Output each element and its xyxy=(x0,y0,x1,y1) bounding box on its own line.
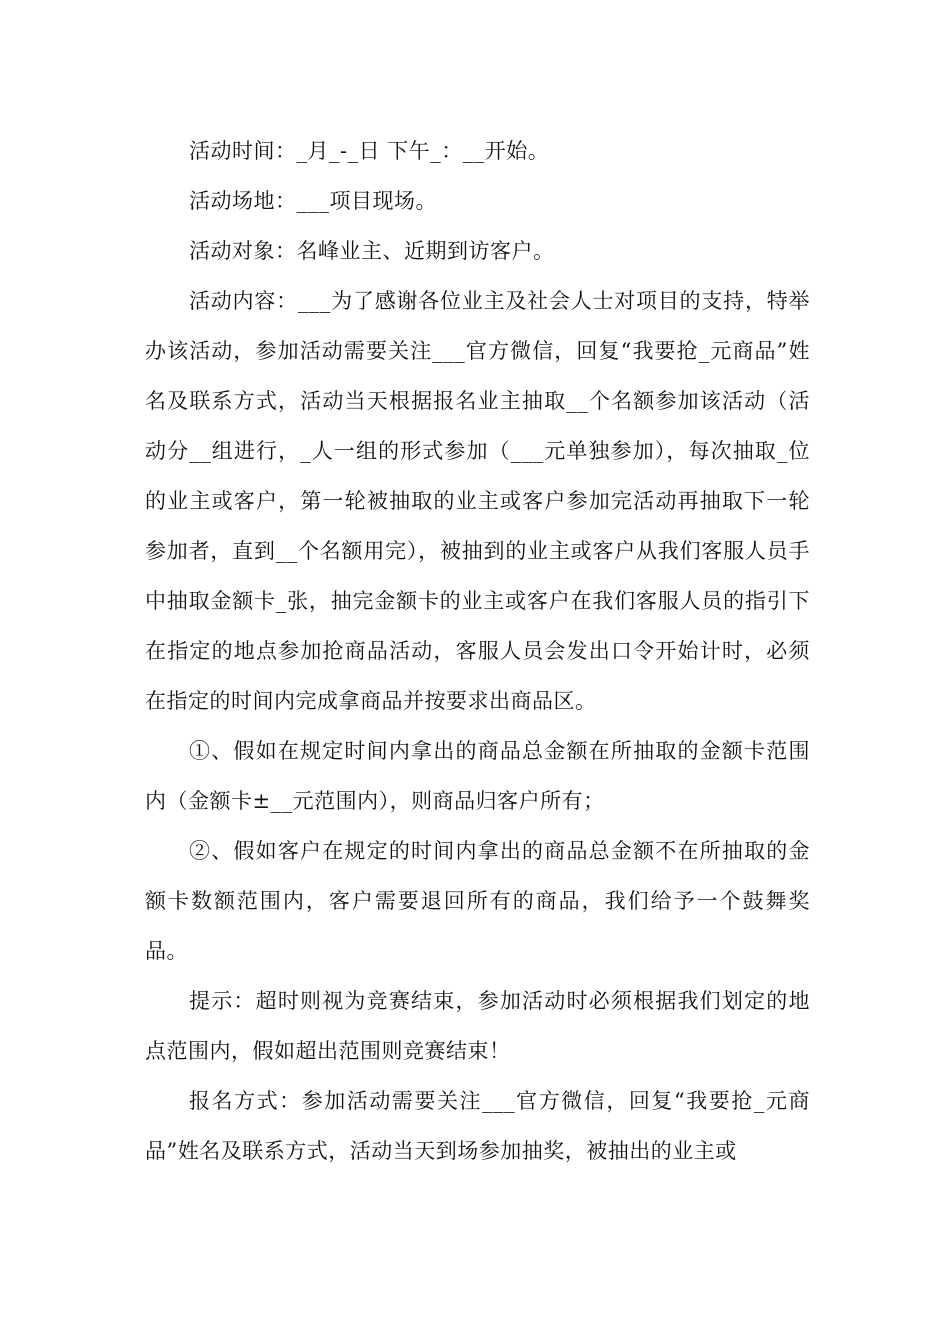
document-body xyxy=(145,126,810,1176)
paragraph-activity-venue: 活动场地：___项目现场。 xyxy=(189,189,437,213)
paragraph-activity-audience: 活动对象：名峰业主、近期到访客户。 xyxy=(189,239,555,263)
paragraph-activity-content: 活动内容：___为了感谢各位业主及社会人士对项目的支持，特举办该活动，参加活动需要关注___官方微信，回复“我要抢_元商品”姓名及联系方式，活动当天根据报名业主抽取__个名额参加该活动（活动分__组进行，_人一组的形式参加（___元单独参加），每次抽取_位的业主或客户，第一轮被抽取的业主或客户参加完活动再抽取下一轮参加者，直到__个名额用完），被抽到的业主或客户从我们客服人员手中抽取金额卡_张，抽完金额卡的业主或客户在我们客服人员的指引下在指定的地点参加抢商品活动，客服人员会发出口令开始计时，必须在指定的时间内完成拿商品并按要求出商品区。 xyxy=(145,289,810,713)
paragraph-rule-2: ②、假如客户在规定的时间内拿出的商品总金额不在所抽取的金额卡数额范围内，客户需要退回所有的商品，我们给予一个鼓舞奖品。 xyxy=(145,839,810,963)
paragraph-activity-time: 活动时间：_月_-_日 下午_：__开始。 xyxy=(189,139,550,163)
paragraph-tip: 提示：超时则视为竞赛结束，参加活动时必须根据我们划定的地点范围内，假如超出范围则竞赛结束！ xyxy=(145,989,810,1063)
paragraph-rule-1: ①、假如在规定时间内拿出的商品总金额在所抽取的金额卡范围内（金额卡±__元范围内），则商品归客户所有； xyxy=(145,739,810,813)
paragraph-registration: 报名方式：参加活动需要关注___官方微信，回复“我要抢_元商品”姓名及联系方式，活动当天到场参加抽奖，被抽出的业主或 xyxy=(145,1089,810,1163)
